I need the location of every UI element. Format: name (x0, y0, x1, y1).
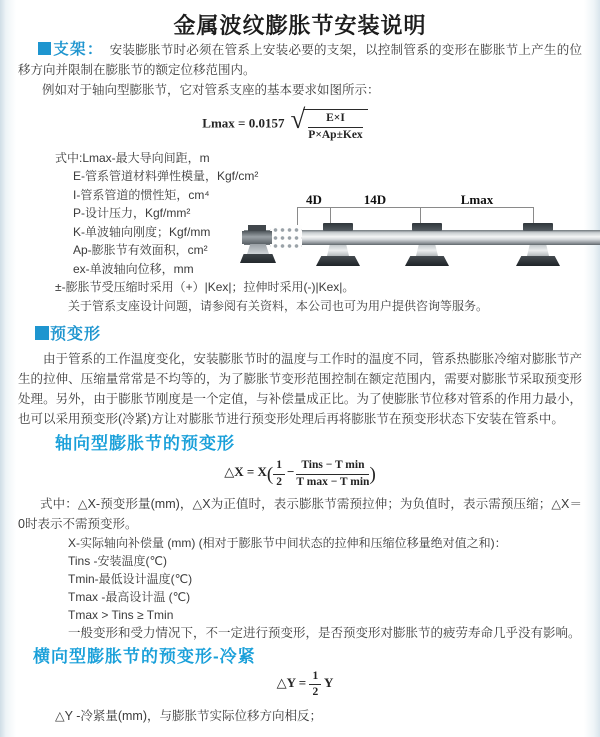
definition-line: P-设计压力，Kgf/mm² (73, 206, 191, 221)
dimension-label-lmax: Lmax (460, 192, 494, 207)
half-fraction (309, 670, 321, 701)
axial-note-paragraph: 式中：△X-预变形量(mm)，△X为正值时，表示膨胀节需预拉伸；为负值时，表示需预压缩；△X＝0时表示不需预变形。 (18, 496, 582, 531)
half-numerator: 1 (273, 459, 285, 475)
definition-line: E-管系管道材料弹性模量，Kgf/cm² (73, 169, 259, 184)
temperature-relation-line: Tmax > Tins ≥ Tmin (68, 607, 174, 622)
sqrt-radical-icon: √ (290, 104, 306, 134)
guide-support (515, 190, 561, 285)
bellows-section (270, 225, 302, 250)
guide-support (404, 190, 450, 285)
anchor-pipe-stub (242, 231, 272, 244)
definition-line: 式中:Lmax-最大导向间距，m (55, 150, 210, 165)
lateral-section-heading: 横向型膨胀节的预变形-冷紧 (33, 646, 256, 666)
x-definition-line: X-实际轴向补偿量 (mm) (相对于膨胀节中间状态的拉伸和压缩位移量绝对值之和)： (68, 535, 507, 550)
definition-line: ±-膨胀节受压缩时采用（+）|Kex|；拉伸时采用(-)|Kex|。 (55, 280, 355, 295)
lmax-fraction-denominator: P×Ap±Kex (308, 128, 363, 141)
dimension-label-14d: 14D (363, 192, 387, 207)
tmax-definition-line: Tmax -最高设计温 (℃) (68, 589, 191, 604)
open-paren: ( (266, 463, 274, 485)
section-bullet-icon (35, 326, 49, 340)
support-base (516, 256, 560, 266)
anchor-pedestal (247, 244, 269, 254)
support-example-line: 例如对于轴向型膨胀节，它对管系支座的基本要求如图所示： (42, 83, 380, 97)
definition-line: Ap-膨胀节有效面积，cm² (73, 243, 208, 258)
support-pedestal (527, 245, 549, 256)
minus-operator: − (286, 463, 295, 479)
half-fraction (273, 459, 285, 490)
lmax-formula-lhs: Lmax = 0.0157 (202, 115, 285, 131)
axial-formula (18, 459, 582, 490)
preform-heading-text: 预变形 (50, 326, 102, 344)
support-clamp (412, 223, 442, 231)
support-clamp (523, 223, 553, 231)
definition-line: I-管系管道的惯性矩，cm⁴ (73, 187, 210, 202)
support-intro-paragraph (18, 40, 582, 80)
guide-support (315, 190, 361, 285)
lmax-formula (18, 106, 552, 143)
half-denominator: 2 (312, 686, 319, 699)
temperature-numerator: Tins − T min (296, 459, 369, 475)
tins-definition-line: Tins -安装温度(℃) (68, 553, 168, 568)
half-numerator: 1 (309, 670, 321, 686)
support-note-line: 关于管系支座设计问题，请参阅有关资料，本公司也可为用户提供咨询等服务。 (68, 299, 489, 314)
axial-section-heading: 轴向型膨胀节的预变形 (55, 434, 235, 454)
definition-line: K-单波轴向刚度；Kgf/mm (73, 224, 211, 239)
anchor-base (240, 254, 276, 263)
support-intro-text: 安装膨胀节时必须在管系上安装必要的支架，以控制管系的变形在膨胀节上产生的位移方向并限制在膨胀节的额定位移范围内。 (18, 43, 582, 77)
definition-line: ex-单波轴向位移，mm (73, 261, 194, 276)
support-clamp (323, 223, 353, 231)
support-base (316, 256, 360, 266)
section-bullet-icon (38, 42, 51, 55)
support-section-heading: 支架： (53, 41, 104, 58)
preform-paragraph: 由于管系的工作温度变化，安装膨胀节时的温度与工作时的温度不同，管系热膨胀冷缩对膨胀节产生的拉伸、压缩量常常是不均等的，为了膨胀节变形范围控制在额定范围内，需要对膨胀节采取预变形处理。另外，由于膨胀节刚度是一个定值，与补偿量成正比。为了使膨胀节位移对管系的作用力最小，也可以采用预变形(冷紧)方让对膨胀节进行预变形处理后再将膨胀节在预变形状态下安装在管系中。 (18, 352, 582, 427)
lmax-fraction (308, 112, 362, 143)
temperature-fraction (296, 459, 369, 490)
support-base (405, 256, 449, 266)
support-pedestal (327, 245, 349, 256)
sqrt-body (303, 109, 367, 143)
lateral-formula-lhs: △Y = (276, 674, 307, 690)
general-remark-line: 一般变形和受力情况下，不一定进行预变形，是否预变形对膨胀节的疲劳寿命几乎没有影响。 (68, 625, 581, 640)
sqrt-expression (290, 106, 367, 143)
dy-definition-line: △Y -冷紧量(mm)，与膨胀节实际位移方向相反； (55, 709, 323, 724)
tmin-definition-line: Tmin-最低设计温度(℃) (68, 571, 193, 586)
temperature-denominator: T max − T min (296, 475, 370, 488)
support-pedestal (416, 245, 438, 256)
close-paren: ) (369, 463, 376, 485)
half-denominator: 2 (276, 475, 282, 488)
page-title: 金属波纹膨胀节安装说明 (173, 13, 427, 38)
pipe-support-diagram (240, 190, 600, 285)
dimension-label-4d: 4D (306, 192, 322, 207)
lmax-fraction-numerator: E×I (308, 112, 362, 128)
lateral-formula-rhs: Y (323, 674, 334, 690)
preform-section-heading (35, 324, 582, 346)
lateral-formula (28, 670, 582, 701)
axial-formula-lhs: △X = X (224, 463, 267, 479)
